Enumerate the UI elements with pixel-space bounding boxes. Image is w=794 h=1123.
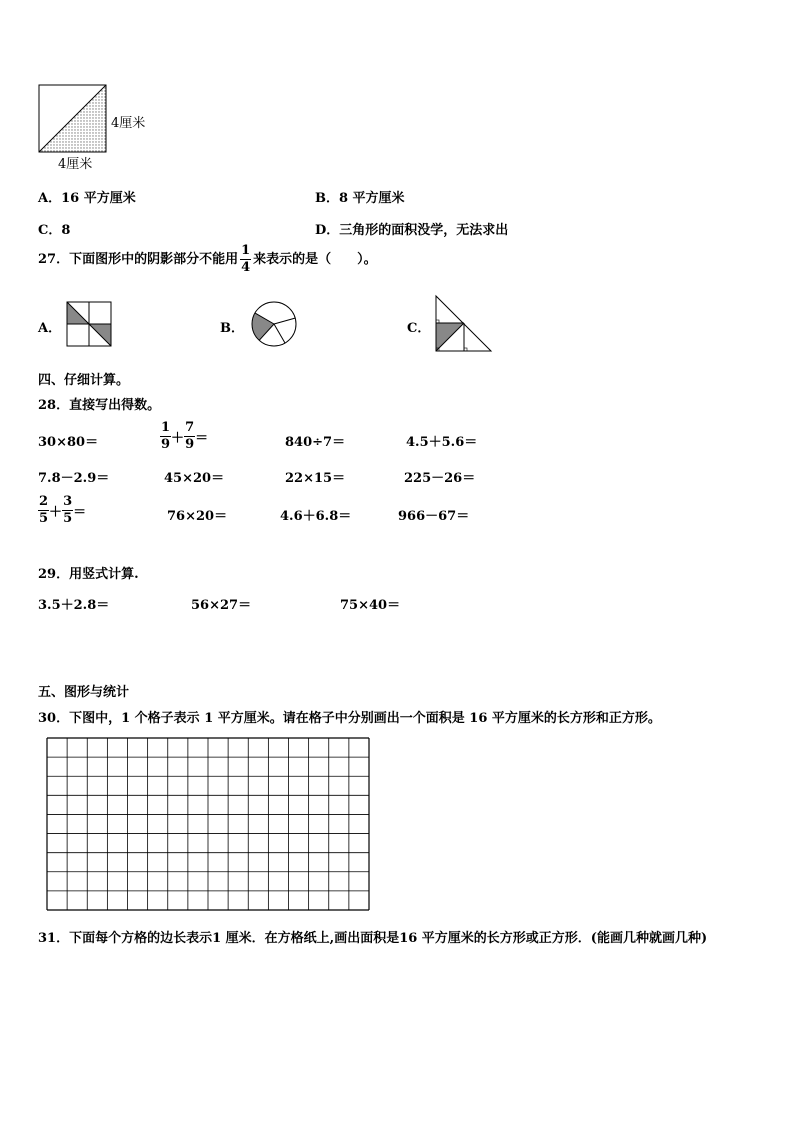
q28-r3c1-op: ＋ — [49, 505, 63, 520]
q28-r3c3: 4.6＋6.8＝ — [280, 509, 352, 524]
q27-prefix: 27．下面图形中的阴影部分不能用 — [38, 252, 239, 267]
q28-r3c1-f2-den: 5 — [63, 511, 73, 526]
q28-r3c1-f1-den: 5 — [39, 511, 49, 526]
q26-option-c[interactable]: C．8 — [38, 223, 71, 238]
q27-suffix: 来表示的是（ ）。 — [253, 252, 377, 267]
q26-option-a[interactable]: A．16 平方厘米 — [38, 191, 136, 206]
q28-r1c2-f1-den: 9 — [161, 437, 171, 452]
q29-title: 29．用竖式计算. — [38, 567, 139, 582]
q28-r1c2-f1-num: 1 — [161, 420, 171, 435]
q28-r2c1: 7.8－2.9＝ — [38, 471, 110, 486]
q26-label-right: 4厘米 — [111, 116, 146, 131]
q26-label-bottom: 4厘米 — [58, 157, 93, 172]
q31-text: 31．下面每个方格的边长表示1 厘米．在方格纸上,画出面积是16 平方厘米的长方形或正方形．(能画几种就画几种) — [38, 931, 708, 946]
q28-r1c2-eq: ＝ — [195, 431, 209, 446]
q29-expr-3: 75×40＝ — [340, 598, 401, 613]
q28-r3c1 — [38, 494, 86, 527]
q28-r1c2-f2-num: 7 — [185, 420, 195, 435]
q27-figure-c — [435, 295, 495, 355]
q28-r2c2: 45×20＝ — [164, 471, 225, 486]
q28-r2c4: 225－26＝ — [404, 471, 476, 486]
q28-r3c1-f1-num: 2 — [39, 494, 49, 509]
q27-option-a-label[interactable]: A． — [38, 321, 62, 336]
q28-r1c2-f2-den: 9 — [185, 437, 195, 452]
q28-r1c2-op: ＋ — [171, 431, 185, 446]
q27-figure-b — [251, 301, 299, 349]
q29-expr-1: 3.5＋2.8＝ — [38, 598, 110, 613]
q26-option-d[interactable]: D．三角形的面积没学，无法求出 — [315, 223, 509, 238]
q29-expr-2: 56×27＝ — [191, 598, 252, 613]
q28-r3c1-eq: ＝ — [73, 505, 87, 520]
q27-question — [38, 243, 377, 276]
q28-r2c3: 22×15＝ — [285, 471, 346, 486]
q27-frac-num: 1 — [241, 243, 251, 258]
q26-square-figure — [38, 84, 108, 154]
q28-r3c2: 76×20＝ — [167, 509, 228, 524]
q27-fraction — [240, 243, 251, 276]
q27-frac-den: 4 — [241, 260, 251, 275]
q27-option-b-label[interactable]: B． — [220, 321, 244, 336]
q30-drawing-grid[interactable] — [46, 737, 372, 913]
q28-r1c2 — [160, 420, 208, 453]
q28-title: 28．直接写出得数。 — [38, 398, 161, 413]
q28-r1c4: 4.5＋5.6＝ — [406, 435, 478, 450]
section4-title: 四、仔细计算。 — [38, 373, 130, 388]
q28-r1c3: 840÷7＝ — [285, 435, 346, 450]
q28-r3c4: 966－67＝ — [398, 509, 470, 524]
q30-text: 30．下图中，1 个格子表示 1 平方厘米。请在格子中分别画出一个面积是 16 平方厘米的长方形和正方形。 — [38, 711, 661, 726]
q27-figure-a — [66, 301, 114, 347]
q28-r1c1: 30×80＝ — [38, 435, 99, 450]
q26-option-b[interactable]: B．8 平方厘米 — [315, 191, 405, 206]
q28-r3c1-f2-num: 3 — [63, 494, 73, 509]
q27-option-c-label[interactable]: C． — [407, 321, 431, 336]
section5-title: 五、图形与统计 — [38, 685, 130, 700]
